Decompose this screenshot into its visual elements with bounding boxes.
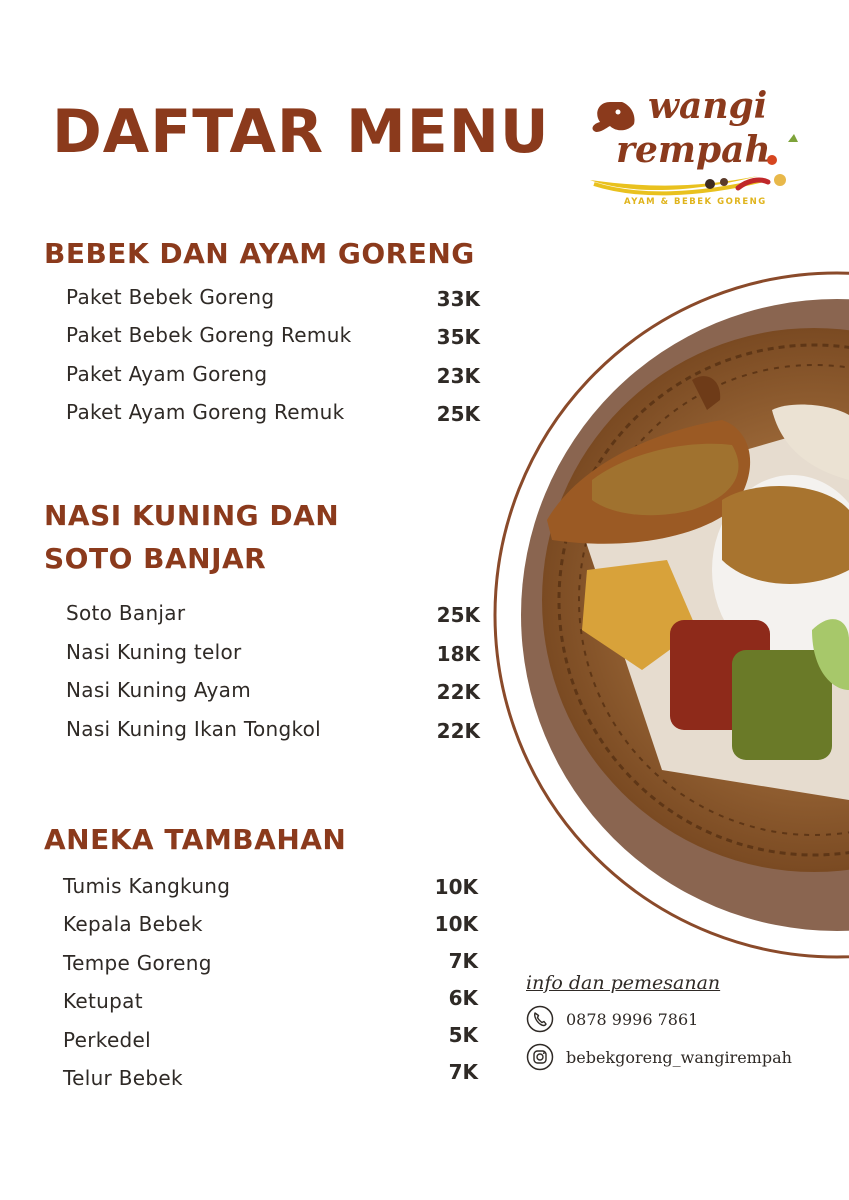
brand-logo bbox=[588, 85, 803, 213]
logo-tagline: AYAM & BEBEK GORENG bbox=[624, 197, 767, 207]
phone-icon bbox=[526, 1005, 554, 1033]
menu-item-price: 25K bbox=[436, 402, 480, 426]
menu-item-name: Tumis Kangkung bbox=[63, 874, 231, 898]
menu-item-name: Nasi Kuning Ikan Tongkol bbox=[66, 717, 322, 741]
menu-item-name: Ketupat bbox=[63, 989, 143, 1013]
section-nasi-soto bbox=[44, 494, 339, 580]
section-aneka-tambahan bbox=[44, 818, 346, 861]
menu-item-price: 18K bbox=[436, 642, 480, 666]
section-title: ANEKA TAMBAHAN bbox=[44, 823, 347, 856]
menu-item-price: 6K bbox=[448, 986, 478, 1010]
section-title: BEBEK DAN AYAM GORENG bbox=[44, 237, 475, 270]
contact-phone-row[interactable] bbox=[526, 1005, 698, 1033]
menu-item-price: 5K bbox=[448, 1023, 478, 1047]
menu-item-price: 22K bbox=[436, 719, 480, 743]
section-title-line1: NASI KUNING DAN bbox=[44, 499, 340, 532]
menu-item-price: 33K bbox=[436, 287, 480, 311]
section-bebek-ayam bbox=[44, 232, 475, 275]
menu-item-price: 7K bbox=[448, 1060, 478, 1084]
menu-item-price: 10K bbox=[434, 875, 478, 899]
menu-item-name: Paket Bebek Goreng Remuk bbox=[66, 323, 352, 347]
menu-item-name: Perkedel bbox=[63, 1028, 152, 1052]
menu-item-name: Soto Banjar bbox=[66, 601, 186, 625]
menu-item-name: Paket Bebek Goreng bbox=[66, 285, 275, 309]
page-title: DAFTAR MENU bbox=[52, 97, 550, 167]
menu-item-name: Telur Bebek bbox=[63, 1066, 183, 1090]
menu-item-price: 22K bbox=[436, 680, 480, 704]
menu-item-name: Nasi Kuning telor bbox=[66, 640, 242, 664]
menu-item-name: Kepala Bebek bbox=[63, 912, 203, 936]
logo-word-rempah: rempah bbox=[616, 129, 771, 171]
contact-instagram[interactable]: bebekgoreng_wangirempah bbox=[566, 1047, 792, 1067]
logo-word-wangi: wangi bbox=[648, 85, 768, 127]
section-title-line2: SOTO BANJAR bbox=[44, 542, 267, 575]
menu-item-price: 10K bbox=[434, 912, 478, 936]
contact-heading: info dan pemesanan bbox=[526, 972, 721, 994]
contact-instagram-row[interactable] bbox=[526, 1043, 792, 1071]
food-plate-image bbox=[492, 270, 849, 960]
menu-item-price: 25K bbox=[436, 603, 480, 627]
menu-item-name: Tempe Goreng bbox=[63, 951, 212, 975]
menu-item-price: 7K bbox=[448, 949, 478, 973]
contact-phone[interactable]: 0878 9996 7861 bbox=[566, 1009, 699, 1029]
menu-item-name: Paket Ayam Goreng Remuk bbox=[66, 400, 345, 424]
food-photo bbox=[492, 270, 849, 960]
menu-item-price: 35K bbox=[436, 325, 480, 349]
instagram-icon bbox=[526, 1043, 554, 1071]
menu-item-name: Nasi Kuning Ayam bbox=[66, 678, 252, 702]
menu-item-price: 23K bbox=[436, 364, 480, 388]
menu-item-name: Paket Ayam Goreng bbox=[66, 362, 268, 386]
